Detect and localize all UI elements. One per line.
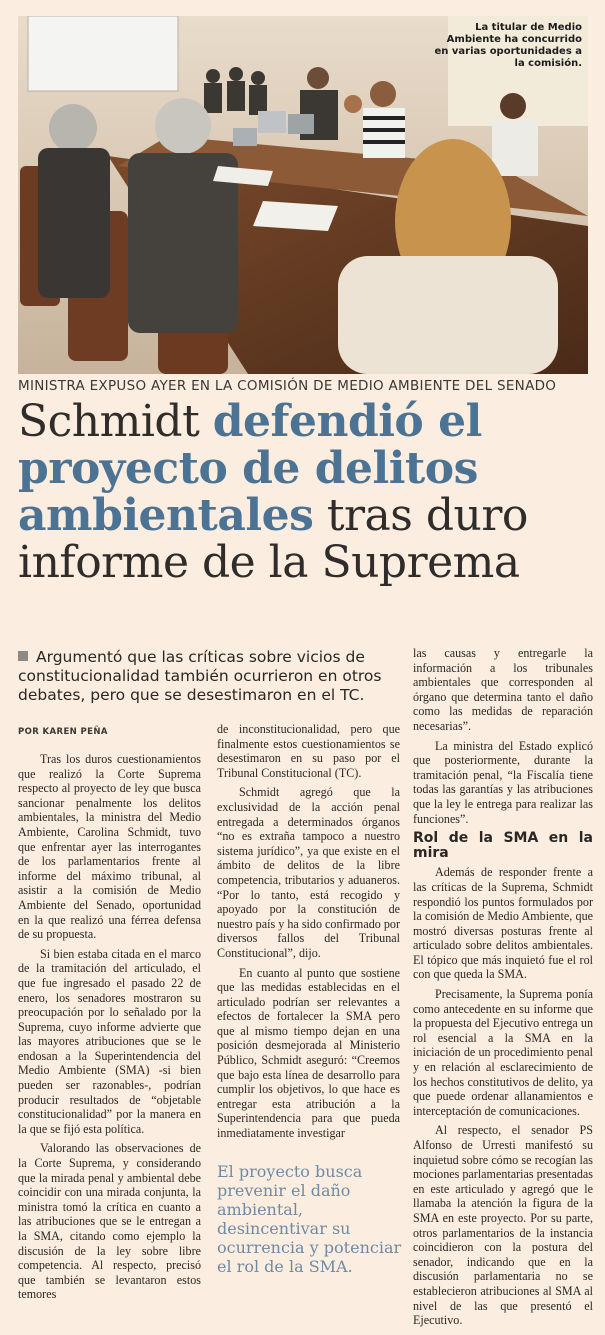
section-subhead: Rol de la SMA en la mira <box>413 830 593 861</box>
paragraph: Tras los duros cuestionamientos que realizó la Corte Suprema respecto al proyecto de ley que busca sancionar penalmente los delitos ambientales, la ministra del Medio Ambiente, Carolina Schmidt, tuvo que enfrentar ayer las interrogantes de los parlamentarios frente al informe del máximo tribunal, al asistir a la comisión de Medio Ambiente del Senado, oportunidad en la que realizó una férrea defensa de su propuesta. <box>18 752 201 942</box>
paragraph: La ministra del Estado explicó que posteriormente, durante la tramitación penal, “la Fiscalía tiene todas las garantías y las atribuciones que la ley le entrega para realizar las funciones”. <box>413 738 593 826</box>
article-lead <box>18 648 398 705</box>
paragraph: Además de responder frente a las críticas de la Suprema, Schmidt respondió los puntos formulados por la comisión de Medio Ambiente, que mostró diversas posturas frente al articulado sobre delitos ambientales. El tópico que más inquietó fue el rol con que queda la SMA. <box>413 865 593 982</box>
paragraph: de inconstitucionalidad, pero que finalmente estos cuestionamientos se desestimaron en su paso por el Tribunal Constitucional (TC). <box>217 722 400 780</box>
article-headline <box>18 398 588 586</box>
column-2 <box>217 722 400 1146</box>
headline-part1: Schmidt <box>18 396 213 447</box>
paragraph: Si bien estaba citada en el marco de la tramitación del articulado, el que fue ingresado el pasado 22 de enero, los senadores mostraron su preocupación por lo señalado por la Suprema, cuyo informe advierte que las mayores atribuciones que se le endosan a la Superintendencia del Medio Ambiente (SMA) -si bien pueden ser razonables-, podrían producir resultados de “objetable constitucionalidad” por la manera en la que se fijó esta política. <box>18 946 201 1136</box>
paragraph: Valorando las observaciones de la Corte Suprema, y considerando que la mirada penal y ambiental debe coincidir con una mirada conjunta, la ministra tomó la crítica en cuanto a las atribuciones que se le entregan a la SMA, citando como ejemplo la discusión de la ley sobre libre competencia. Al respecto, precisó que también se levantaron estos temores <box>18 1141 201 1302</box>
paragraph: las causas y entregarle la información a los tribunales ambientales que corresponden al órgano que determina tanto el daño como las medidas de reparación necesarias”. <box>413 646 593 733</box>
paragraph: Al respecto, el senador PS Alfonso de Urresti manifestó su inquietud sobre cómo se recogían las mociones parlamentarias presentadas en este articulado y agregó que le llamaba la atención la figura de la SMA en este proyecto. Por su parte, otros parlamentarios de la instancia coincidieron con la postura del senador, indicando que en la discusión parlamentaria no se establecieron atribuciones al SMA al nivel de las que presentó el Ejecutivo. <box>413 1123 593 1328</box>
column-1 <box>18 752 201 1307</box>
square-bullet-icon <box>18 651 28 661</box>
lead-text: Argumentó que las críticas sobre vicios de constitucionalidad también ocurrieron en otros debates, pero que se desestimaron en el TC. <box>18 648 382 704</box>
article-kicker: MINISTRA EXPUSO AYER EN LA COMISIÓN DE MEDIO AMBIENTE DEL SENADO <box>18 378 557 394</box>
pull-quote: El proyecto busca prevenir el daño ambiental, desincentivar su ocurrencia y potenciar el rol de la SMA. <box>217 1162 402 1276</box>
paragraph: Precisamente, la Suprema ponía como antecedente en su informe que la propuesta del Ejecutivo entrega un rol esencial a la SMA en la iniciación de un procedimiento penal y en relación al esclarecimiento de los hechos constitutivos de delito, ya que puede ordenar allanamientos e interceptación de comunicaciones. <box>413 987 593 1118</box>
article-photo <box>18 16 588 374</box>
column-3 <box>413 646 593 1333</box>
byline: POR KAREN PEÑA <box>18 727 108 737</box>
headline-part2: tras duro informe de la Suprema <box>18 490 528 588</box>
headline-highlight: defendió el proyecto de delitos ambientales <box>18 396 482 541</box>
paragraph: En cuanto al punto que sostiene que las medidas establecidas en el articulado podrían ser relevantes a efectos de fortalecer la SMA pero que al mismo tiempo dejan en una posición desmejorada al Ministerio Público, Schmidt aseguró: “Creemos que bajo esta línea de desarrollo para cumplir los objetivos, lo que hace es entregar esta atribución a la Superintendencia para que pueda inmediatamente investigar <box>217 965 400 1141</box>
photo-caption: La titular de Medio Ambiente ha concurrido en varias oportunidades a la comisión. <box>434 22 582 69</box>
paragraph: Schmidt agregó que la exclusividad de la acción penal entregada a determinados órganos “no es extraña tampoco a nuestro sistema jurídico”, ya que existe en el ámbito de delitos de la libre competencia, tributarios y aduaneros. “Por lo tanto, está recogido y apoyado por la constitución de nuestro país y ha sido confirmado por diversos fallos del Tribunal Constitucional”, dijo. <box>217 785 400 960</box>
